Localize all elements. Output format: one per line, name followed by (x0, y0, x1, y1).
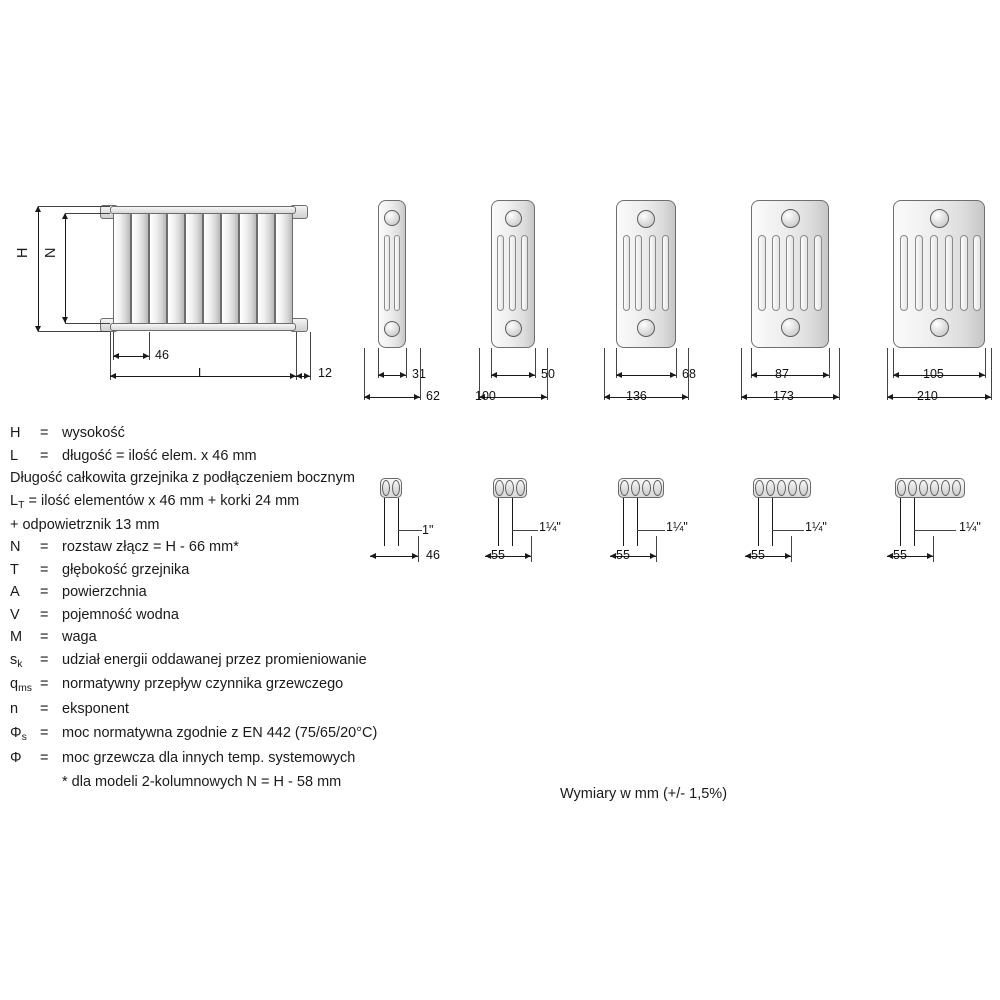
plan-connector (941, 480, 950, 496)
thread-label: 1¼" (666, 520, 688, 534)
top-header-bar (110, 206, 296, 214)
plan-connector (516, 480, 525, 496)
legend-row (10, 701, 480, 719)
legend-symbol: M (10, 629, 23, 646)
legend-description: wysokość (62, 425, 125, 441)
column-slot (394, 235, 400, 311)
plan-view-4-column (608, 478, 758, 598)
legend-symbol: H (10, 425, 21, 441)
thread-label: 1¼" (805, 520, 827, 534)
legend-description: eksponent (62, 700, 129, 717)
profile-width-label: 100 (475, 389, 496, 403)
thread-label: 1¼" (959, 520, 981, 534)
profile-section-4-column (608, 195, 758, 435)
plan-center-label: 46 (426, 548, 440, 562)
column-slot (509, 235, 516, 311)
profile-width-label: 210 (917, 389, 938, 403)
column-slot (800, 235, 808, 311)
column-slot (915, 235, 923, 311)
profile-section-5-column (743, 195, 903, 435)
plan-connector (919, 480, 928, 496)
legend-symbol: s (10, 651, 18, 668)
legend-row (10, 629, 480, 645)
column-slot (772, 235, 780, 311)
h-dimension-line (38, 206, 39, 332)
legend-row (10, 607, 480, 623)
column-slot (662, 235, 669, 311)
length-label: L (198, 366, 205, 380)
legend-description: rozstaw złącz = H - 66 mm* (62, 539, 239, 556)
plan-connector (777, 480, 786, 496)
plan-connector (766, 480, 775, 496)
legend-equals: = (40, 447, 49, 464)
legend-symbol-sub: s (21, 732, 27, 744)
plan-connector (799, 480, 808, 496)
column-slot (635, 235, 642, 311)
profile-depth-label: 68 (682, 367, 696, 381)
legend-note-vent: + odpowietrznik 13 mm (10, 516, 160, 533)
connector-knob-bottom (781, 318, 800, 337)
profile-section-2-column (370, 195, 490, 435)
plan-connector (897, 480, 906, 496)
legend-description: normatywny przepływ czynnika grzewczego (62, 676, 344, 693)
n-dimension-label: N (43, 247, 59, 258)
column-slot (649, 235, 656, 311)
legend-lt-desc: = ilość elementów x 46 mm + korki 24 mm (28, 492, 300, 509)
legend-description: pojemność wodna (62, 606, 179, 623)
legend-equals: = (40, 606, 49, 623)
connector-knob-top (505, 210, 522, 227)
connector-knob-bottom (384, 321, 400, 337)
column-slot (384, 235, 390, 311)
plan-view-6-column (885, 478, 1000, 598)
legend-equals: = (40, 584, 49, 601)
legend-block (10, 425, 480, 797)
legend-row (10, 750, 480, 768)
profile-depth-label: 50 (541, 367, 555, 381)
legend-row (10, 448, 480, 464)
legend-symbol: N (10, 539, 21, 556)
legend-symbol: Φ (10, 725, 22, 742)
profile-width-label: 62 (426, 389, 440, 403)
legend-symbol: L (10, 447, 19, 464)
profile-depth-label: 105 (923, 367, 944, 381)
thread-label: 1" (422, 523, 434, 537)
connector-knob-bottom (637, 319, 655, 337)
plan-center-label: 55 (491, 548, 505, 562)
legend-equals: = (40, 629, 49, 646)
plan-connector (505, 480, 514, 496)
h-dimension-label: H (15, 247, 31, 258)
plan-connector (952, 480, 961, 496)
legend-footnote: * dla modeli 2-kolumnowych N = H - 58 mm (62, 774, 342, 791)
legend-equals: = (40, 425, 49, 441)
plan-connector (788, 480, 797, 496)
legend-row (10, 539, 480, 555)
legend-row (10, 584, 480, 600)
plan-connector (653, 480, 662, 496)
profile-depth-label: 31 (412, 367, 426, 381)
legend-description: powierzchnia (62, 584, 147, 601)
legend-note-total-length: Długość całkowita grzejnika z podłączeniem bocznym (10, 470, 355, 486)
legend-equals: = (40, 676, 49, 693)
element-pitch-label: 46 (155, 348, 169, 362)
legend-row (10, 425, 480, 441)
legend-row (10, 676, 480, 694)
column-slot (786, 235, 794, 311)
legend-description: głębokość grzejnika (62, 561, 190, 578)
end-offset-label: 12 (318, 366, 332, 380)
connector-knob-top (781, 209, 800, 228)
connector-knob-top (637, 210, 655, 228)
plan-connector (642, 480, 651, 496)
column-slot (973, 235, 981, 311)
legend-symbol-sub: ms (18, 683, 32, 695)
plan-center-label: 55 (751, 548, 765, 562)
legend-row (10, 652, 480, 670)
legend-description: moc normatywna zgodnie z EN 442 (75/65/20°C) (62, 725, 378, 742)
legend-equals: = (40, 700, 49, 717)
legend-equals: = (40, 561, 49, 578)
connector-knob-bottom (930, 318, 949, 337)
legend-description: moc grzewcza dla innych temp. systemowych (62, 749, 356, 766)
plan-connector (908, 480, 917, 496)
column-slot (623, 235, 630, 311)
legend-equals: = (40, 651, 49, 668)
profile-width-label: 173 (773, 389, 794, 403)
plan-view-3-column (483, 478, 613, 598)
profile-section-3-column (475, 195, 613, 435)
legend-description: waga (62, 629, 97, 646)
profile-width-label: 136 (626, 389, 647, 403)
plan-connector (620, 480, 629, 496)
connector-knob-bottom (505, 320, 522, 337)
connector-knob-top (930, 209, 949, 228)
legend-symbol: n (10, 700, 19, 717)
legend-symbol-sub: k (17, 658, 23, 670)
legend-symbol-lt-sub: T (18, 499, 25, 511)
legend-description: udział energii oddawanej przez promieniowanie (62, 651, 367, 668)
legend-row (10, 725, 480, 743)
plan-center-label: 55 (616, 548, 630, 562)
profile-section-6-column (885, 195, 1000, 435)
legend-equals: = (40, 539, 49, 556)
column-slot (497, 235, 504, 311)
legend-symbol-lt: L (10, 492, 19, 509)
thread-label: 1¼" (539, 520, 561, 534)
n-dimension-line (65, 213, 66, 323)
column-slot (945, 235, 953, 311)
column-slot (758, 235, 766, 311)
connector-knob-top (384, 210, 400, 226)
plan-view-5-column (743, 478, 903, 598)
legend-row (10, 562, 480, 578)
plan-connector (930, 480, 939, 496)
column-slot (960, 235, 968, 311)
column-slot (814, 235, 822, 311)
bottom-header-bar (110, 323, 296, 331)
column-slot (900, 235, 908, 311)
units-note: Wymiary w mm (+/- 1,5%) (560, 786, 728, 802)
plan-connector (495, 480, 504, 496)
legend-symbol: q (10, 676, 19, 693)
legend-symbol: V (10, 606, 20, 623)
legend-symbol: A (10, 584, 20, 601)
plan-center-label: 55 (893, 548, 907, 562)
plan-connector (631, 480, 640, 496)
legend-equals: = (40, 749, 49, 766)
main-radiator-elevation (0, 180, 350, 420)
column-slot (521, 235, 528, 311)
column-slot (930, 235, 938, 311)
legend-symbol: Φ (10, 749, 22, 766)
legend-symbol: T (10, 561, 19, 578)
legend-row-lt (10, 493, 480, 511)
legend-equals: = (40, 725, 49, 742)
legend-description: długość = ilość elem. x 46 mm (62, 447, 257, 464)
profile-depth-label: 87 (775, 367, 789, 381)
plan-connector (755, 480, 764, 496)
